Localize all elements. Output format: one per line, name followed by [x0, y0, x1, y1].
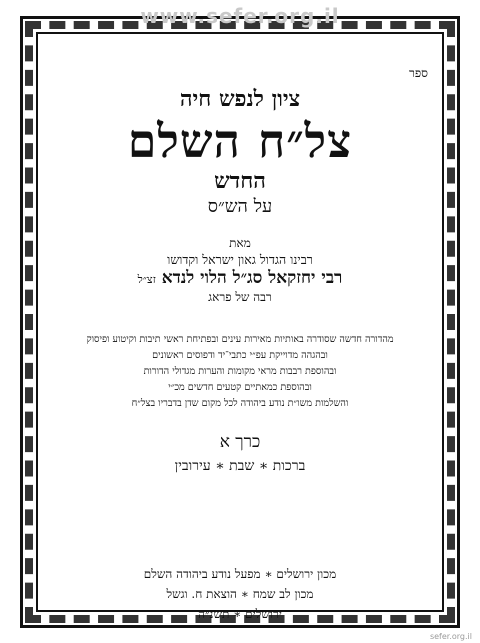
author-name-line: [44, 268, 436, 288]
author-role: רבה של פראג: [208, 290, 272, 304]
publisher-line: מכון ירושלים ∗ מפעל נודע ביהודה השלם: [143, 567, 337, 581]
scope-label: על הש״ס: [207, 196, 273, 217]
description-line: ובהוספת כמאתיים קטעים חדשים מכ״י: [168, 382, 312, 393]
description-line: ובהוספת רבבות מראי מקומות והערות מגדולי הדורות: [143, 366, 337, 377]
publisher-line: מכון לב שמח ∗ הוצאת ח. וגשל: [166, 587, 314, 601]
tractates-list: ברכות ∗ שבת ∗ עירובין: [174, 458, 306, 474]
author-honorific: רבינו הגדול גאון ישראל וקדושו: [167, 252, 313, 267]
publisher-block: [44, 564, 436, 624]
description-line: והשלמות משו״ת נודע ביהודה לכל מקום שדן בדבריו בצל״ח: [131, 398, 349, 409]
subtitle: ציון לנפש חיה: [179, 86, 301, 112]
description-line: מהדורה חדשה שסודרה באותיות מאירות עינים ובפתיחת ראשי תיבות וקיטוע ופיסוק: [86, 334, 394, 345]
publisher-line: ירושלים ∗ תשנ״ה: [198, 607, 282, 621]
sefer-label: ספר: [408, 66, 428, 80]
volume-label: כרך א: [219, 432, 261, 452]
author-suffix: זצ״ל: [137, 273, 156, 286]
edition-label: החדש: [214, 168, 266, 194]
title-page: [44, 40, 436, 621]
by-label: מאת: [229, 236, 251, 250]
book-title: צל״ח השלם: [127, 114, 353, 168]
corner-watermark: sefer.org.il: [429, 632, 472, 641]
watermark-text: www.sefer.org.il: [140, 4, 340, 28]
author-name: רבי יחזקאל סג״ל הלוי לנדא: [161, 268, 343, 288]
description-line: ובהגהה מדוייקת עפ״י כתבי־יד ודפוסים ראשונים: [152, 350, 328, 361]
edition-description: [44, 332, 436, 412]
